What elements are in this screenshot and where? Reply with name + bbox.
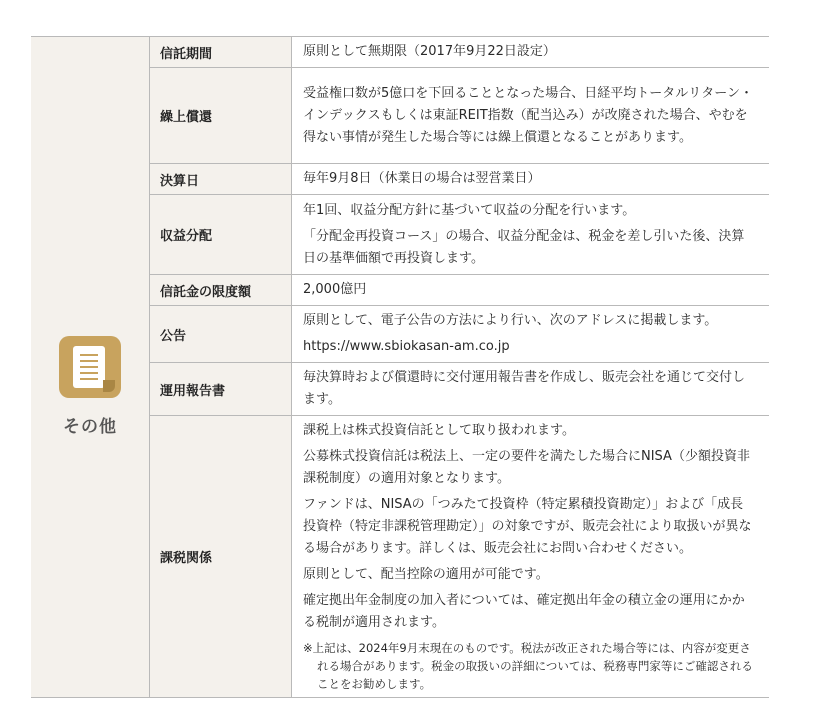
row-value bbox=[292, 68, 770, 164]
row-text: 受益権口数が5億口を下回ることとなった場合、日経平均トータルリターン・インデックスもしくは東証REIT指数（配当込み）が改廃された場合、やむを得ない事情が発生した場合等には繰上償還となることがあります。 bbox=[303, 85, 754, 145]
row-value bbox=[292, 275, 770, 306]
tax-note: ※上記は、2024年9月末現在のものです。税法が改正された場合等には、内容が変更される場合があります。税金の取扱いの詳細については、税務専門家等にご確認されることをお勧めします。 bbox=[303, 641, 753, 691]
row-text: 2,000億円 bbox=[303, 282, 367, 297]
row-distribution bbox=[150, 195, 769, 275]
row-value bbox=[292, 306, 770, 363]
row-label: 収益分配 bbox=[150, 195, 292, 275]
row-value bbox=[292, 363, 770, 416]
row-text: 原則として、電子公告の方法により行い、次のアドレスに掲載します。 bbox=[303, 313, 718, 328]
row-label: 信託金の限度額 bbox=[150, 275, 292, 306]
row-text: 原則として無期限（2017年9月22日設定） bbox=[303, 44, 556, 59]
row-value bbox=[292, 416, 770, 698]
row-trust-period bbox=[150, 37, 769, 68]
row-text: 「分配金再投資コース」の場合、収益分配金は、税金を差し引いた後、決算日の基準価額で再投資します。 bbox=[303, 228, 745, 266]
row-text: 年1回、収益分配方針に基づいて収益の分配を行います。 bbox=[303, 202, 636, 218]
row-value bbox=[292, 195, 770, 275]
section-header bbox=[31, 37, 150, 697]
website-url: https://www.sbiokasan-am.co.jp bbox=[303, 339, 510, 354]
row-text: 原則として、配当控除の適用が可能です。 bbox=[303, 567, 549, 582]
row-text: ファンドは、NISAの「つみたて投資枠（特定累積投資勘定）」および「成長投資枠（特定非課税管理勘定）」の対象ですが、販売会社により取扱いが異なる場合があります。詳しくは、販売会社にお問い合わせください。 bbox=[303, 497, 752, 556]
info-table bbox=[150, 37, 769, 697]
row-trust-limit bbox=[150, 275, 769, 306]
row-label: 公告 bbox=[150, 306, 292, 363]
row-label: 運用報告書 bbox=[150, 363, 292, 416]
row-management-report bbox=[150, 363, 769, 416]
row-label: 繰上償還 bbox=[150, 68, 292, 164]
row-label: 決算日 bbox=[150, 164, 292, 195]
row-text: 毎年9月8日（休業日の場合は翌営業日） bbox=[303, 171, 541, 186]
row-early-redemption bbox=[150, 68, 769, 164]
row-settlement-date bbox=[150, 164, 769, 195]
row-label: 信託期間 bbox=[150, 37, 292, 68]
row-value bbox=[292, 37, 770, 68]
fund-info-table bbox=[31, 36, 769, 698]
row-text: 確定拠出年金制度の加入者については、確定拠出年金の積立金の運用にかかる税制が適用されます。 bbox=[303, 593, 745, 630]
row-text: 課税上は株式投資信託として取り扱われます。 bbox=[303, 423, 575, 438]
row-value bbox=[292, 164, 770, 195]
row-text: 毎決算時および償還時に交付運用報告書を作成し、販売会社を通じて交付します。 bbox=[303, 370, 746, 407]
row-text: 公募株式投資信託は税法上、一定の要件を満たした場合にNISA（少額投資非課税制度）の適用対象となります。 bbox=[303, 449, 750, 486]
document-icon bbox=[59, 336, 121, 398]
row-label: 課税関係 bbox=[150, 416, 292, 698]
row-taxation bbox=[150, 416, 769, 698]
row-public-notice bbox=[150, 306, 769, 363]
section-label: その他 bbox=[63, 416, 117, 437]
